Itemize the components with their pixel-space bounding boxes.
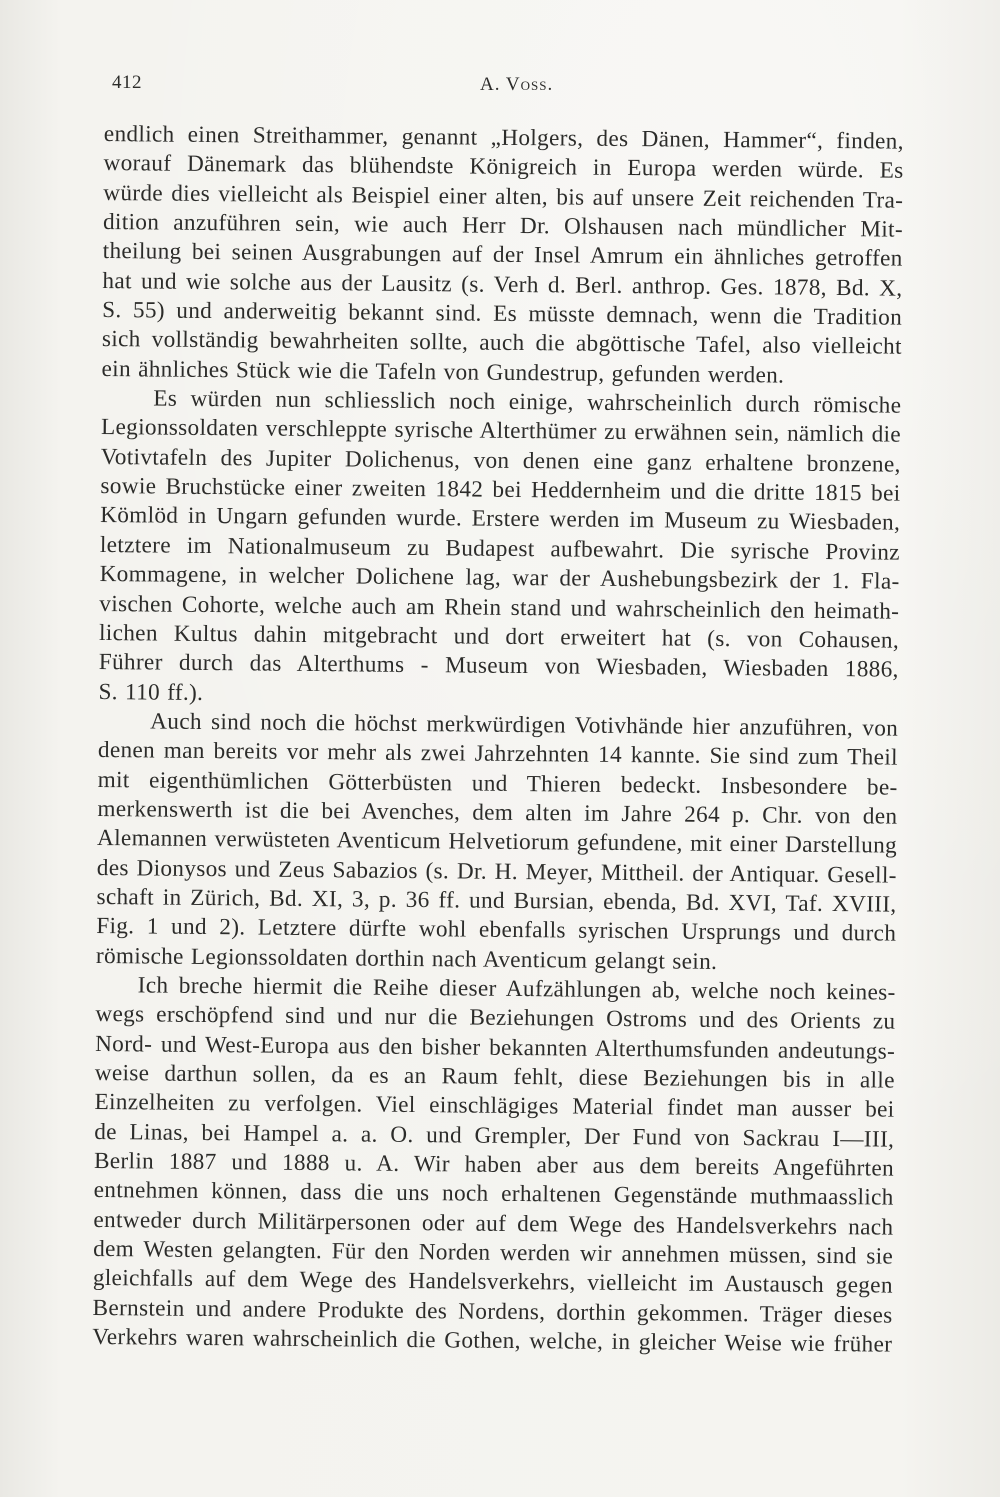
- text-line: entnehmen können, dass die uns noch erhaltenen Gegenstände muthmaasslich: [93, 1177, 894, 1212]
- text-line: dem Westen gelangten. Für den Norden werden wir annehmen müssen, sind sie: [93, 1236, 894, 1270]
- text-line: Legionssoldaten verschleppte syrische Alterthümer zu erwähnen sein, nämlich die: [100, 414, 902, 449]
- text-line: lichen Kultus dahin mitgebracht und dort erweitert hat (s. von Cohausen,: [98, 619, 900, 654]
- text-line: Führer durch das Alterthums - Museum von Wiesbaden, Wiesbaden 1886,: [98, 649, 899, 683]
- text-line: mit eigenthümlichen Götterbüsten und Thieren bedeckt. Insbesondere be-: [97, 766, 898, 801]
- text-line: Bernstein und andere Produkte des Nordens, dorthin gekommen. Träger dieses: [92, 1294, 893, 1329]
- text-line: de Linas, bei Hampel a. a. O. und Grempler, Der Fund von Sackrau I—III,: [94, 1118, 895, 1153]
- text-line: Berlin 1887 und 1888 u. A. Wir haben aber aus dem bereits Angeführten: [93, 1147, 895, 1182]
- running-head-author: A. Voss.: [480, 74, 554, 95]
- text-line: des Dionysos und Zeus Sabazios (s. Dr. H. Meyer, Mittheil. der Antiquar. Gesell-: [96, 854, 897, 889]
- body-text: [92, 120, 904, 1360]
- text-line: merkenswerth ist die bei Avenches, dem alten im Jahre 264 p. Chr. von den: [97, 795, 898, 830]
- text-line: Einzelheiten zu verfolgen. Viel einschlägiges Material findet man ausser bei: [94, 1089, 895, 1123]
- text-line-paragraph-end: S. 110 ff.).: [98, 678, 204, 706]
- text-line-paragraph-end: ein ähnliches Stück wie die Tafeln von Gundestrup, gefunden werden.: [101, 355, 785, 389]
- text-line: sowie Bruchstücke einer zweiten 1842 bei Heddernheim und die dritte 1815 bei: [100, 473, 901, 507]
- text-line: entweder durch Militärpersonen oder auf dem Wege des Handelsverkehrs nach: [93, 1206, 894, 1241]
- text-line: Kömlöd in Ungarn gefunden wurde. Erstere werden im Museum zu Wiesbaden,: [100, 502, 901, 537]
- text-line: theilung bei seinen Ausgrabungen auf der Insel Amrum ein ähnliches getroffen: [102, 238, 903, 273]
- text-line-paragraph-start: Ich breche hiermit die Reihe dieser Aufzählungen ab, welche noch keines-: [137, 972, 896, 1006]
- text-line: hat und wie solche aus der Lausitz (s. Verh d. Berl. anthrop. Ges. 1878, Bd. X,: [102, 267, 903, 302]
- text-line: schaft in Zürich, Bd. XI, 3, p. 36 ff. und Bursian, ebenda, Bd. XVI, Taf. XVIII,: [96, 883, 897, 918]
- text-line: denen man bereits vor mehr als zwei Jahrzehnten 14 kannte. Sie sind zum Theil: [97, 737, 899, 771]
- text-line: vischen Cohorte, welche auch am Rhein stand und wahrscheinlich den heimath-: [99, 590, 900, 625]
- text-line: endlich einen Streithammer, genannt „Holgers, des Dänen, Hammer“, finden,: [103, 120, 904, 155]
- text-line: Votivtafeln des Jupiter Dolichenus, von denen eine ganz erhaltene bronzene,: [100, 443, 901, 478]
- text-line: Kommagene, in welcher Dolichene lag, war der Aushebungsbezirk der 1. Fla-: [99, 561, 900, 595]
- text-line: dition anzuführen sein, wie auch Herr Dr. Olshausen nach mündlicher Mit-: [102, 209, 904, 243]
- text-line: Nord- und West-Europa aus den bisher bekannten Alterthumsfunden andeutungs-: [95, 1030, 896, 1065]
- text-line: gleichfalls auf dem Wege des Handelsverkehrs, vielleicht im Austausch gegen: [92, 1265, 893, 1300]
- text-line: Alemannen verwüsteten Aventicum Helvetiorum gefundene, mit einer Darstellung: [96, 825, 898, 859]
- text-line: sich vollständig bewahrheiten sollte, auch die abgöttische Tafel, also vielleicht: [101, 326, 902, 361]
- text-line-paragraph-end: römische Legionssoldaten dorthin nach Aventicum gelangt sein.: [95, 942, 718, 975]
- text-line: wegs erschöpfend sind und nur die Beziehungen Ostroms und des Orients zu: [95, 1001, 896, 1035]
- text-line: worauf Dänemark das blühendste Königreich in Europa werden würde. Es: [103, 150, 904, 185]
- text-line: Verkehrs waren wahrscheinlich die Gothen, welche, in gleicher Weise wie früher: [92, 1324, 893, 1358]
- text-line: Fig. 1 und 2). Letztere dürfte wohl ebenfalls syrischen Ursprungs und durch: [96, 913, 897, 947]
- page-number: 412: [112, 72, 142, 93]
- text-line-paragraph-start: Auch sind noch die höchst merkwürdigen Votivhände hier anzuführen, von: [150, 708, 899, 742]
- page-header: [112, 72, 912, 102]
- text-line: würde dies vielleicht als Beispiel einer alten, bis auf unsere Zeit reichenden Tra-: [103, 179, 904, 214]
- text-line: S. 55) und anderweitig bekannt sind. Es müsste demnach, wenn die Tradition: [102, 297, 903, 331]
- text-line-paragraph-start: Es würden nun schliesslich noch einige, wahrscheinlich durch römische: [153, 385, 902, 419]
- text-line: weise darthun sollen, da es an Raum fehlt, diese Beziehungen bis in alle: [94, 1059, 895, 1094]
- text-line: letztere im Nationalmuseum zu Budapest aufbewahrt. Die syrische Provinz: [99, 531, 901, 566]
